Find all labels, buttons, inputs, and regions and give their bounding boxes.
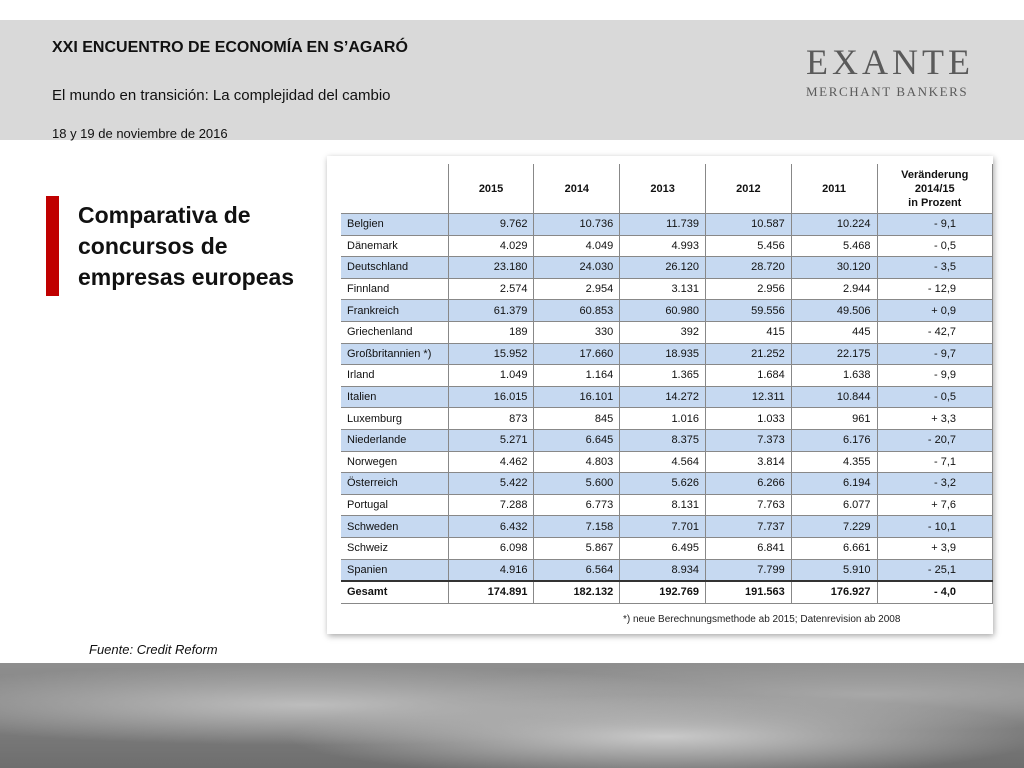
value-cell: 5.910: [791, 559, 877, 581]
value-cell: 6.495: [620, 537, 706, 559]
slide-title: Comparativa de concursos de empresas europeas: [78, 202, 295, 290]
table-row: [341, 429, 993, 451]
value-cell: 15.952: [448, 343, 534, 365]
table-total-row: [341, 581, 993, 603]
header-year: 2012: [705, 164, 791, 214]
value-cell: 5.626: [620, 473, 706, 495]
conference-date: 18 y 19 de noviembre de 2016: [52, 126, 228, 141]
value-cell: 7.229: [791, 516, 877, 538]
table-row: [341, 559, 993, 581]
header-change-line-2: 2014/15: [914, 182, 955, 195]
exante-logo: [806, 42, 982, 100]
country-cell: Österreich: [341, 473, 448, 495]
value-cell: 5.456: [705, 235, 791, 257]
value-cell: 392: [620, 321, 706, 343]
table-row: [341, 365, 993, 387]
change-cell: + 0,9: [877, 300, 993, 322]
change-cell: - 9,1: [877, 214, 993, 236]
country-cell: Deutschland: [341, 257, 448, 279]
table-row: [341, 473, 993, 495]
value-cell: 7.288: [448, 494, 534, 516]
table-row: [341, 494, 993, 516]
value-cell: 1.016: [620, 408, 706, 430]
country-cell: Frankreich: [341, 300, 448, 322]
conference-title: XXI ENCUENTRO DE ECONOMÍA EN S’AGARÓ: [52, 39, 408, 56]
value-cell: 1.638: [791, 365, 877, 387]
change-cell: - 0,5: [877, 386, 993, 408]
table-row: [341, 537, 993, 559]
country-cell: Luxemburg: [341, 408, 448, 430]
value-cell: 28.720: [705, 257, 791, 279]
value-cell: 845: [534, 408, 620, 430]
value-cell: 4.916: [448, 559, 534, 581]
change-cell: - 4,0: [877, 581, 993, 603]
value-cell: 21.252: [705, 343, 791, 365]
value-cell: 6.176: [791, 429, 877, 451]
value-cell: 14.272: [620, 386, 706, 408]
value-cell: 4.803: [534, 451, 620, 473]
value-cell: 4.462: [448, 451, 534, 473]
change-cell: - 3,2: [877, 473, 993, 495]
table-row: [341, 278, 993, 300]
value-cell: 9.762: [448, 214, 534, 236]
change-cell: + 3,9: [877, 537, 993, 559]
value-cell: 49.506: [791, 300, 877, 322]
value-cell: 10.736: [534, 214, 620, 236]
table-row: [341, 257, 993, 279]
value-cell: 60.853: [534, 300, 620, 322]
value-cell: 8.375: [620, 429, 706, 451]
value-cell: 24.030: [534, 257, 620, 279]
value-cell: 7.763: [705, 494, 791, 516]
change-cell: - 3,5: [877, 257, 993, 279]
country-cell: Großbritannien *): [341, 343, 448, 365]
value-cell: 8.131: [620, 494, 706, 516]
table-row: [341, 321, 993, 343]
value-cell: 4.049: [534, 235, 620, 257]
value-cell: 6.077: [791, 494, 877, 516]
country-cell: Portugal: [341, 494, 448, 516]
value-cell: 191.563: [705, 581, 791, 603]
value-cell: 7.737: [705, 516, 791, 538]
value-cell: 30.120: [791, 257, 877, 279]
value-cell: 4.993: [620, 235, 706, 257]
change-cell: - 12,9: [877, 278, 993, 300]
value-cell: 5.271: [448, 429, 534, 451]
value-cell: 2.944: [791, 278, 877, 300]
value-cell: 445: [791, 321, 877, 343]
value-cell: 18.935: [620, 343, 706, 365]
value-cell: 176.927: [791, 581, 877, 603]
value-cell: 1.365: [620, 365, 706, 387]
value-cell: 4.029: [448, 235, 534, 257]
change-cell: - 0,5: [877, 235, 993, 257]
value-cell: 2.574: [448, 278, 534, 300]
value-cell: 961: [791, 408, 877, 430]
country-cell: Schweiz: [341, 537, 448, 559]
table-row: [341, 451, 993, 473]
change-cell: - 9,7: [877, 343, 993, 365]
value-cell: 6.645: [534, 429, 620, 451]
country-cell: Norwegen: [341, 451, 448, 473]
table-footnote: *) neue Berechnungsmethode ab 2015; Datenrevision ab 2008: [623, 614, 901, 625]
table-header-row: [341, 164, 993, 214]
country-cell: Schweden: [341, 516, 448, 538]
insolvency-table: [341, 164, 993, 604]
table-row: [341, 235, 993, 257]
change-cell: - 10,1: [877, 516, 993, 538]
value-cell: 415: [705, 321, 791, 343]
country-cell: Irland: [341, 365, 448, 387]
logo-word: EXANTE: [806, 42, 974, 82]
table-row: [341, 343, 993, 365]
value-cell: 1.684: [705, 365, 791, 387]
table-row: [341, 300, 993, 322]
header-year: 2015: [448, 164, 534, 214]
value-cell: 12.311: [705, 386, 791, 408]
change-cell: - 25,1: [877, 559, 993, 581]
value-cell: 6.194: [791, 473, 877, 495]
value-cell: 6.661: [791, 537, 877, 559]
insolvency-table-card: [327, 156, 993, 634]
value-cell: 22.175: [791, 343, 877, 365]
table-row: [341, 408, 993, 430]
country-cell: Belgien: [341, 214, 448, 236]
header-year: 2014: [534, 164, 620, 214]
value-cell: 23.180: [448, 257, 534, 279]
value-cell: 60.980: [620, 300, 706, 322]
value-cell: 7.373: [705, 429, 791, 451]
table-row: [341, 214, 993, 236]
value-cell: 2.956: [705, 278, 791, 300]
value-cell: 6.841: [705, 537, 791, 559]
header-change-line-3: in Prozent: [908, 196, 962, 209]
change-cell: - 9,9: [877, 365, 993, 387]
table-body: [341, 214, 993, 604]
value-cell: 7.799: [705, 559, 791, 581]
map-background-band: [0, 663, 1024, 768]
value-cell: 7.701: [620, 516, 706, 538]
change-cell: + 7,6: [877, 494, 993, 516]
value-cell: 1.033: [705, 408, 791, 430]
value-cell: 6.564: [534, 559, 620, 581]
value-cell: 10.587: [705, 214, 791, 236]
value-cell: 10.844: [791, 386, 877, 408]
change-cell: - 7,1: [877, 451, 993, 473]
change-cell: + 3,3: [877, 408, 993, 430]
source-note: Fuente: Credit Reform: [89, 642, 218, 657]
change-cell: - 42,7: [877, 321, 993, 343]
value-cell: 6.098: [448, 537, 534, 559]
table-row: [341, 386, 993, 408]
logo-subtitle: MERCHANT BANKERS: [806, 84, 969, 99]
value-cell: 6.773: [534, 494, 620, 516]
value-cell: 4.564: [620, 451, 706, 473]
conference-subtitle: El mundo en transición: La complejidad del cambio: [52, 87, 391, 104]
header-year: 2013: [620, 164, 706, 214]
value-cell: 5.422: [448, 473, 534, 495]
table-row: [341, 516, 993, 538]
value-cell: 26.120: [620, 257, 706, 279]
title-accent-bar: [46, 196, 59, 296]
value-cell: 17.660: [534, 343, 620, 365]
value-cell: 3.131: [620, 278, 706, 300]
value-cell: 873: [448, 408, 534, 430]
country-cell: Griechenland: [341, 321, 448, 343]
value-cell: 61.379: [448, 300, 534, 322]
value-cell: 189: [448, 321, 534, 343]
value-cell: 10.224: [791, 214, 877, 236]
header-corner: [341, 164, 448, 214]
value-cell: 8.934: [620, 559, 706, 581]
value-cell: 182.132: [534, 581, 620, 603]
value-cell: 3.814: [705, 451, 791, 473]
value-cell: 6.266: [705, 473, 791, 495]
value-cell: 1.049: [448, 365, 534, 387]
value-cell: 11.739: [620, 214, 706, 236]
header-change-line-1: Veränderung: [901, 168, 969, 181]
value-cell: 5.600: [534, 473, 620, 495]
value-cell: 192.769: [620, 581, 706, 603]
value-cell: 16.015: [448, 386, 534, 408]
value-cell: 5.867: [534, 537, 620, 559]
value-cell: 2.954: [534, 278, 620, 300]
change-cell: - 20,7: [877, 429, 993, 451]
value-cell: 330: [534, 321, 620, 343]
country-cell: Spanien: [341, 559, 448, 581]
country-cell: Italien: [341, 386, 448, 408]
value-cell: 5.468: [791, 235, 877, 257]
country-cell: Finnland: [341, 278, 448, 300]
value-cell: 59.556: [705, 300, 791, 322]
value-cell: 6.432: [448, 516, 534, 538]
country-cell: Gesamt: [341, 581, 448, 603]
value-cell: 174.891: [448, 581, 534, 603]
header-change: [877, 164, 993, 214]
value-cell: 7.158: [534, 516, 620, 538]
value-cell: 16.101: [534, 386, 620, 408]
country-cell: Niederlande: [341, 429, 448, 451]
value-cell: 1.164: [534, 365, 620, 387]
header-year: 2011: [791, 164, 877, 214]
country-cell: Dänemark: [341, 235, 448, 257]
value-cell: 4.355: [791, 451, 877, 473]
